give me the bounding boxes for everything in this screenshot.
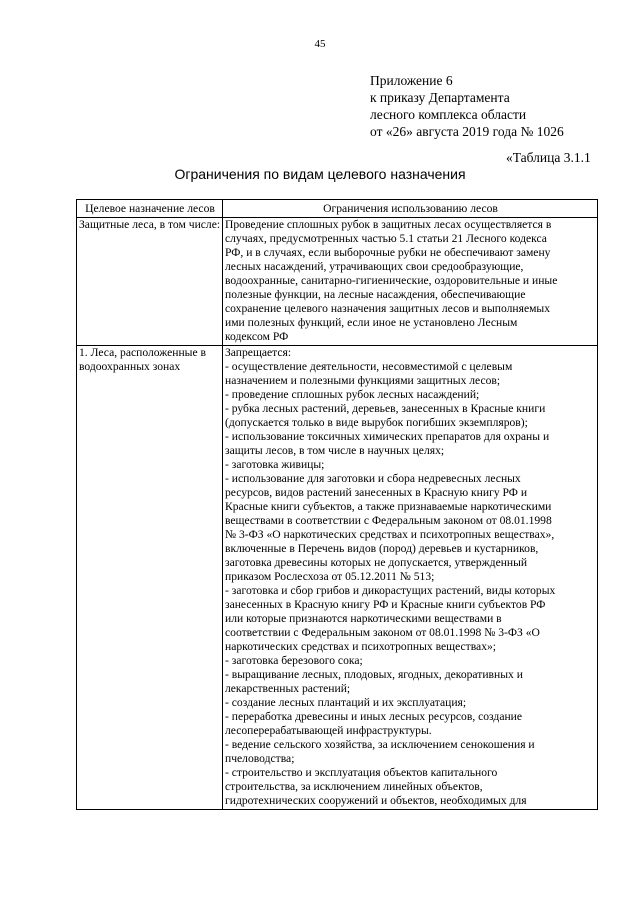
purpose-cell: Защитные леса, в том числе: [77, 218, 223, 346]
page-number: 45 [314, 38, 326, 50]
restriction-line: защиты лесов, в том числе в научных целях; [225, 444, 445, 457]
restriction-line: занесенных в Красную книгу РФ и Красные книги субъектов РФ [225, 598, 546, 611]
restriction-line: - использование для заготовки и сбора недревесных лесных [225, 472, 521, 485]
restriction-line: Красные книги субъектов, а также признаваемые наркотическими [225, 500, 552, 513]
restriction-line: лесоперерабатывающей инфраструктуры. [225, 724, 432, 737]
restriction-line: - выращивание лесных, плодовых, ягодных, декоративных и [225, 668, 523, 681]
restriction-line: назначением и полезными функциями защитных лесов; [225, 374, 501, 387]
appendix-block [370, 72, 564, 140]
restriction-line: пчеловодства; [225, 752, 295, 765]
appendix-line: от «26» августа 2019 года № 1026 [370, 124, 564, 139]
restriction-line: № 3-ФЗ «О наркотических средствах и психотропных веществах», [225, 528, 555, 541]
restriction-lines [225, 346, 596, 808]
restriction-line: гидротехнических сооружений и объектов, необходимых для [225, 794, 527, 807]
restriction-line: включенные в Перечень видов (пород) деревьев и кустарников, [225, 542, 539, 555]
restriction-line: - заготовка березового сока; [225, 654, 363, 667]
table-header-row [77, 200, 598, 218]
restriction-line: лекарственных растений; [225, 682, 351, 695]
appendix-line: Приложение 6 [370, 73, 453, 88]
restriction-line: строительства, за исключением линейных объектов, [225, 780, 483, 793]
appendix-line: лесного комплекса области [370, 107, 527, 122]
restriction-line: - ведение сельского хозяйства, за исключением сенокошения и [225, 738, 535, 751]
restriction-line: соответствии с Федеральным законом от 08.01.1998 № 3-ФЗ «О [225, 626, 540, 639]
appendix-line: к приказу Департамента [370, 90, 510, 105]
restriction-line: ими полезных функций, если иное не установлено Лесным [225, 316, 518, 329]
restriction-line: - заготовка живицы; [225, 458, 325, 471]
purpose-cell: 1. Леса, расположенные в водоохранных зонах [77, 346, 223, 810]
table-row [77, 218, 598, 346]
column-header-purpose: Целевое назначение лесов [77, 200, 223, 218]
restrictions-table [76, 199, 598, 810]
restriction-line: - создание лесных плантаций и их эксплуатация; [225, 696, 467, 709]
restriction-line: лесных насаждений, утрачивающих свои средообразующие, [225, 260, 524, 273]
restriction-line: кодексом РФ [225, 330, 289, 343]
restriction-line: заготовка древесины которых не допускается, утвержденный [225, 556, 528, 569]
restriction-line: - рубка лесных растений, деревьев, занесенных в Красные книги [225, 402, 546, 415]
restriction-line: Проведение сплошных рубок в защитных лесах осуществляется в [225, 218, 552, 231]
restriction-line: ресурсов, видов растений занесенных в Красную книгу РФ и [225, 486, 528, 499]
restriction-line: - использование токсичных химических препаратов для охраны и [225, 430, 550, 443]
document-title: Ограничения по видам целевого назначения [174, 166, 466, 182]
restriction-line: сохранение целевого назначения защитных лесов и выполняемых [225, 302, 551, 315]
restriction-line: - осуществление деятельности, несовместимой с целевым [225, 360, 513, 373]
restriction-line: - переработка древесины и иных лесных ресурсов, создание [225, 710, 523, 723]
restriction-line: - строительство и эксплуатация объектов капитального [225, 766, 498, 779]
restriction-line: Запрещается: [225, 346, 292, 359]
restriction-lines [225, 218, 596, 344]
restrictions-cell [223, 218, 598, 346]
restriction-line: случаях, предусмотренных частью 5.1 статьи 21 Лесного кодекса [225, 232, 547, 245]
table-reference: «Таблица 3.1.1 [506, 150, 591, 165]
restriction-line: веществами в соответствии с Федеральным законом от 08.01.1998 [225, 514, 552, 527]
table-row [77, 346, 598, 810]
restriction-line: наркотических средствах и психотропных веществах»; [225, 640, 497, 653]
column-header-restrictions: Ограничения использованию лесов [223, 200, 598, 218]
restriction-line: или которые признаются наркотическими веществами в [225, 612, 502, 625]
restrictions-cell [223, 346, 598, 810]
restriction-line: РФ, и в случаях, если выборочные рубки не обеспечивают замену [225, 246, 551, 259]
restriction-line: водоохранные, санитарно-гигиенические, оздоровительные и иные [225, 274, 558, 287]
restriction-line: - заготовка и сбор грибов и дикорастущих растений, виды которых [225, 584, 556, 597]
restriction-line: полезные функции, на лесные насаждения, обеспечивающие [225, 288, 526, 301]
restriction-line: приказом Рослесхоза от 05.12.2011 № 513; [225, 570, 435, 583]
restriction-line: (допускается только в виде вырубок погибших экземпляров); [225, 416, 528, 429]
restriction-line: - проведение сплошных рубок лесных насаждений; [225, 388, 480, 401]
